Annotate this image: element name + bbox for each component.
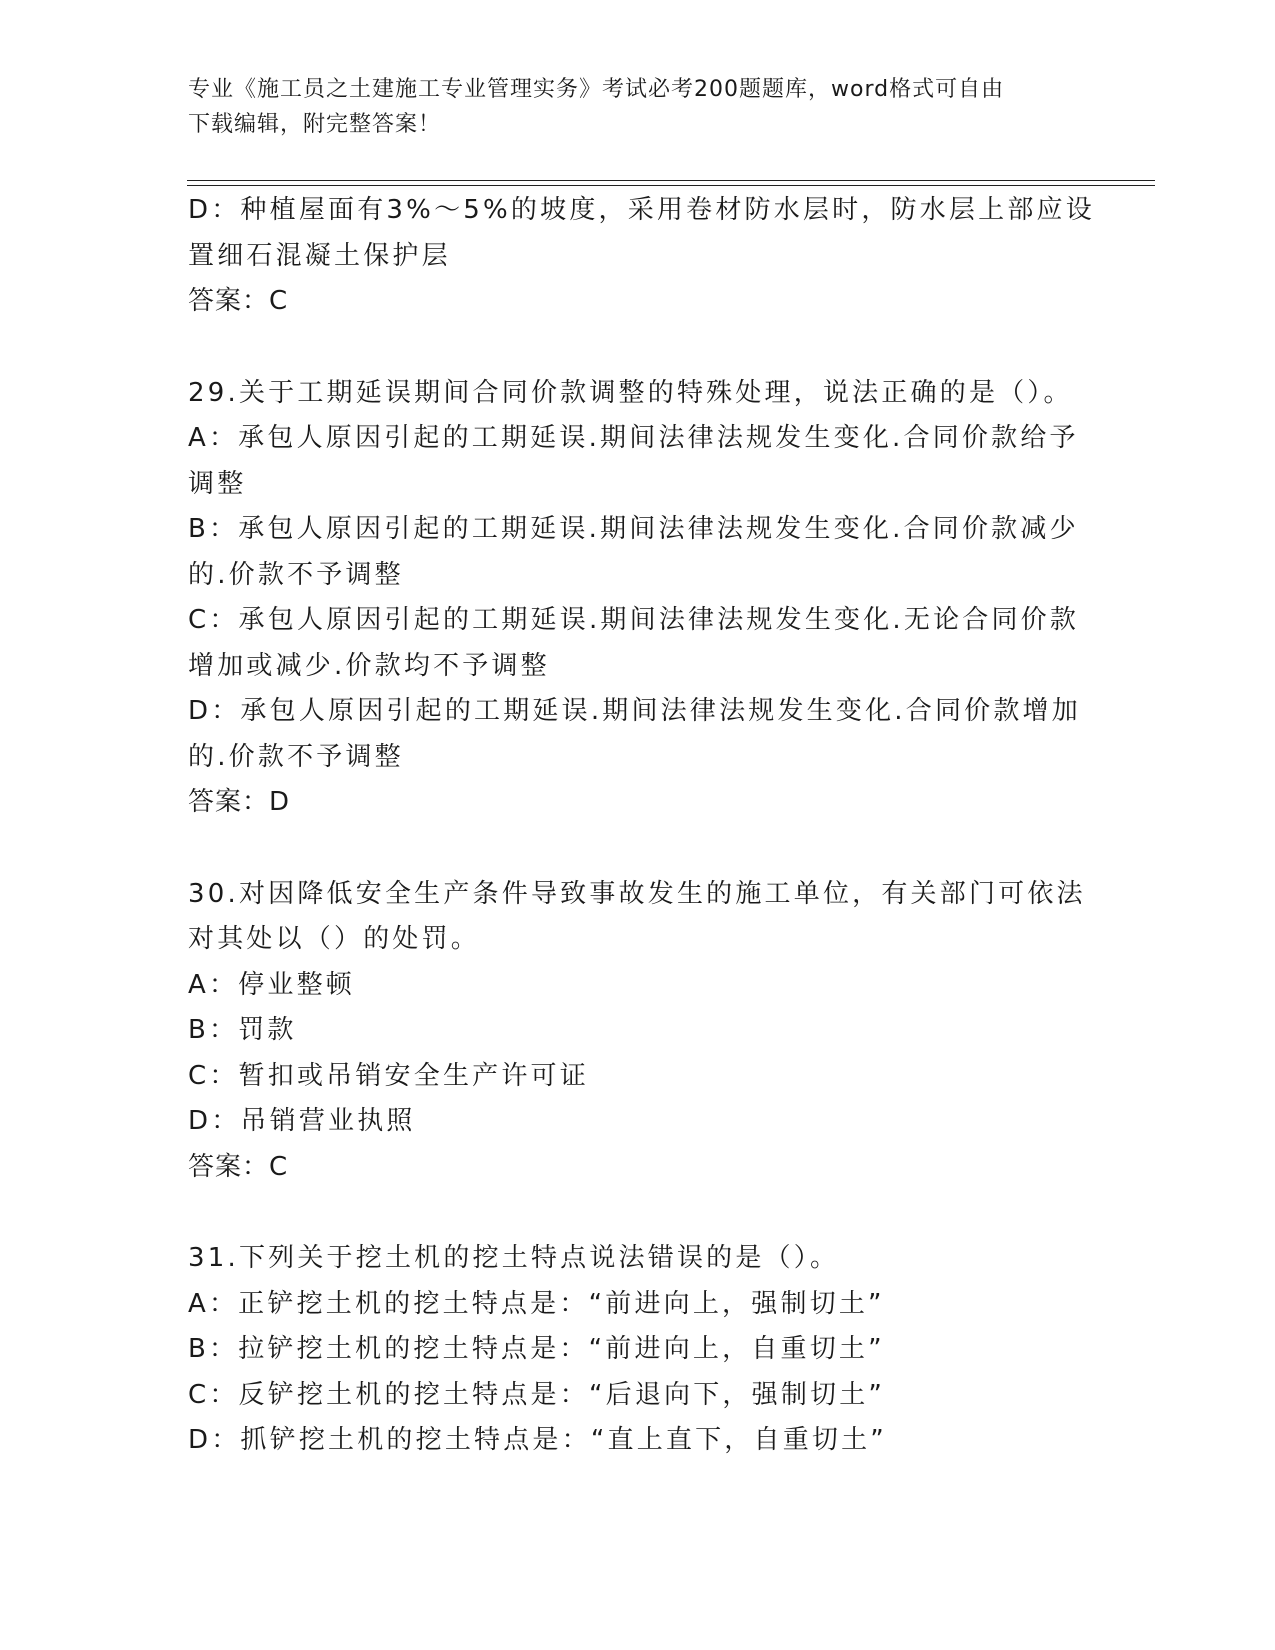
option-a-line-2: 调整 (188, 468, 247, 499)
answer: 答案：C (188, 1151, 289, 1182)
header-rule-bottom (187, 185, 1155, 186)
question-30 (188, 872, 1088, 1191)
answer: 答案：D (188, 787, 291, 817)
option-d: D：吊销营业执照 (188, 1106, 416, 1136)
answer: 答案：C (188, 286, 289, 316)
option-a: A：停业整顿 (188, 969, 355, 1000)
option-d-line-2: 置细石混凝土保护层 (188, 240, 451, 271)
option-c: C：暂扣或吊销安全生产许可证 (188, 1060, 589, 1091)
header-line-1: 专业《施工员之土建施工专业管理实务》考试必考200题题库，word格式可自由 (188, 77, 1005, 102)
spacer (188, 826, 1088, 872)
option-d-line-1: D：承包人原因引起的工期延误.期间法律法规发生变化.合同价款增加 (188, 696, 1081, 726)
header-rule-top (187, 180, 1155, 181)
option-d-line-1: D：种植屋面有3%～5%的坡度，采用卷材防水层时，防水层上部应设 (188, 195, 1095, 225)
question-stem: 31.下列关于挖土机的挖土特点说法错误的是（）。 (188, 1243, 840, 1273)
document-header (188, 72, 1088, 142)
option-a-line-1: A：承包人原因引起的工期延误.期间法律法规发生变化.合同价款给予 (188, 423, 1079, 453)
spacer (188, 325, 1088, 371)
option-c: C：反铲挖土机的挖土特点是：“后退向下，强制切土” (188, 1379, 886, 1410)
option-c-line-1: C：承包人原因引起的工期延误.期间法律法规发生变化.无论合同价款 (188, 605, 1080, 635)
document-body (188, 188, 1095, 1464)
option-d-line-2: 的.价款不予调整 (188, 741, 404, 772)
option-b: B：罚款 (188, 1015, 297, 1045)
header-line-2: 下载编辑，附完整答案！ (188, 112, 442, 137)
spacer (188, 1190, 1088, 1236)
option-a: A：正铲挖土机的挖土特点是：“前进向上，强制切土” (188, 1288, 885, 1319)
option-b: B：拉铲挖土机的挖土特点是：“前进向上，自重切土” (188, 1334, 885, 1364)
option-b-line-1: B：承包人原因引起的工期延误.期间法律法规发生变化.合同价款减少 (188, 514, 1079, 544)
question-stem: 29.关于工期延误期间合同价款调整的特殊处理，说法正确的是（）。 (188, 377, 1073, 408)
question-29 (188, 371, 1088, 826)
question-31 (188, 1236, 1088, 1464)
option-d: D：抓铲挖土机的挖土特点是：“直上直下，自重切土” (188, 1425, 887, 1455)
question-stem-line-1: 30.对因降低安全生产条件导致事故发生的施工单位，有关部门可依法 (188, 878, 1086, 909)
option-c-line-2: 增加或减少.价款均不予调整 (188, 650, 550, 681)
question-stem-line-2: 对其处以（）的处罚。 (188, 924, 481, 954)
question-28-continuation (188, 188, 1095, 325)
option-b-line-2: 的.价款不予调整 (188, 559, 404, 590)
